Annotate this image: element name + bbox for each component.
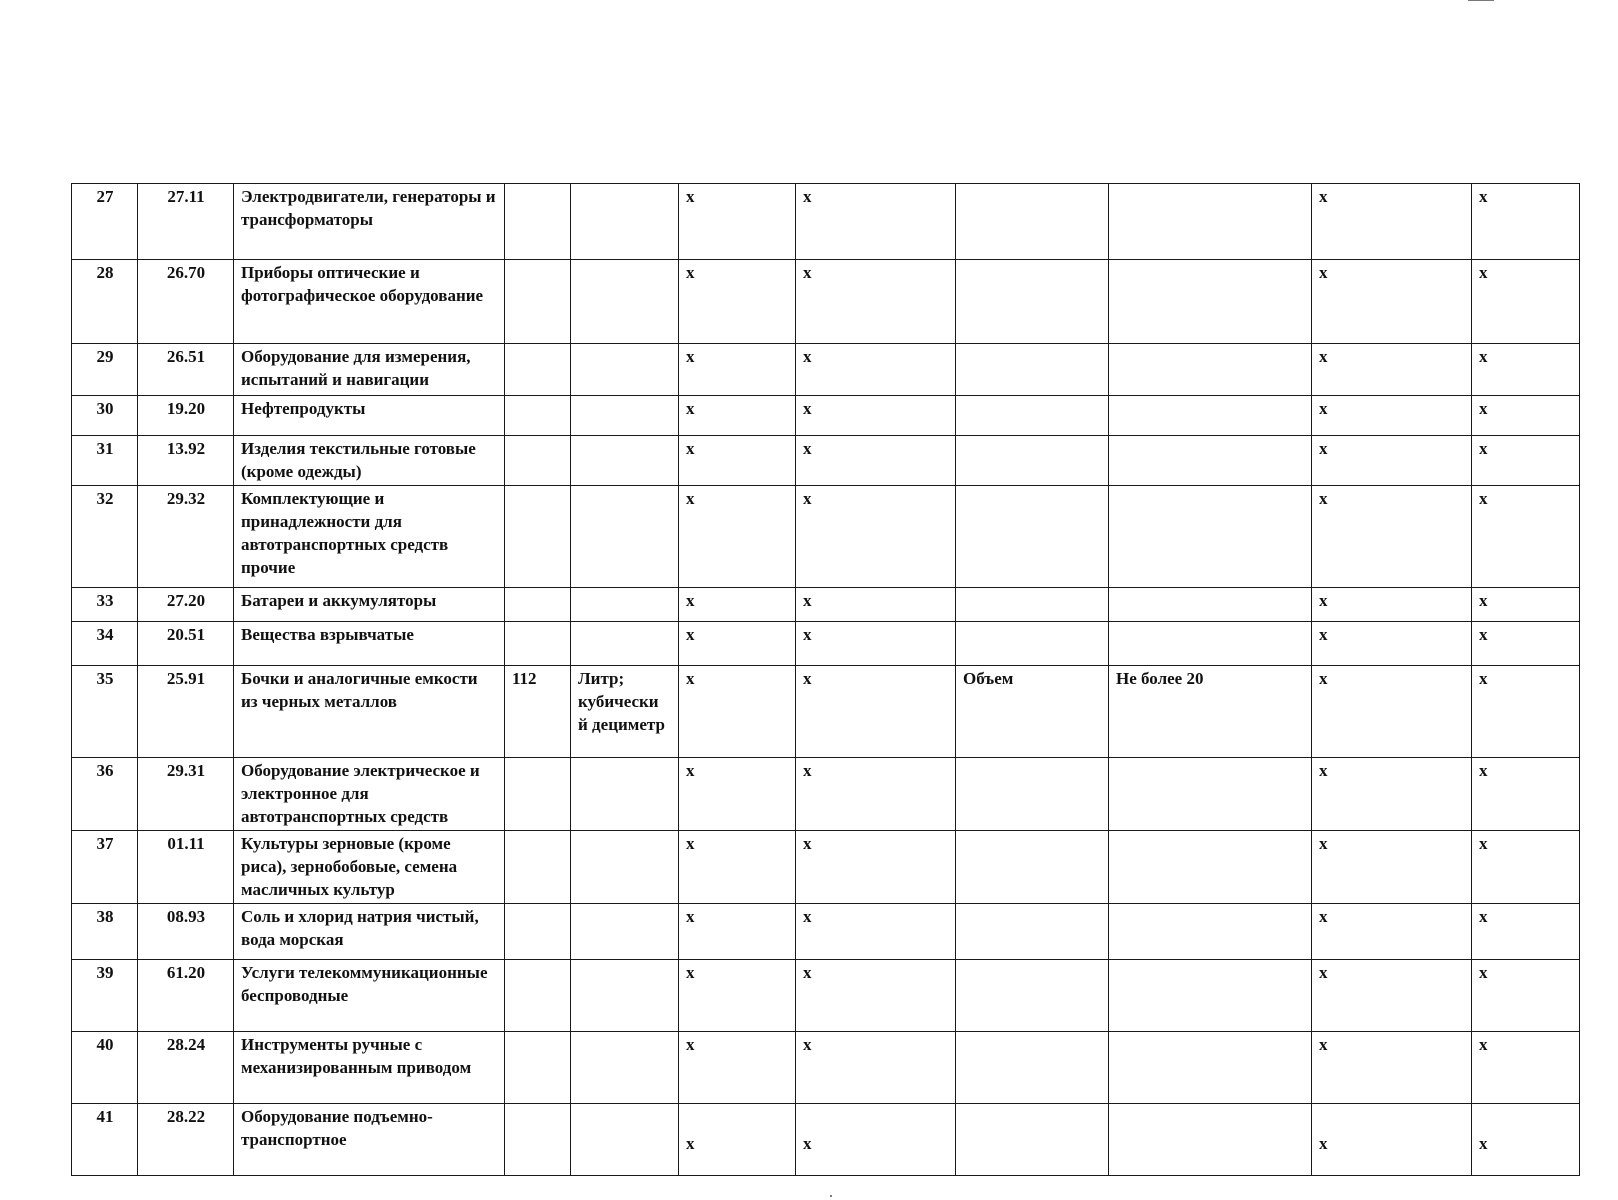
mark-cell-2: x: [796, 831, 956, 904]
characteristic-value-cell: [1109, 184, 1312, 260]
mark-cell-3: x: [1312, 344, 1472, 396]
row-number-cell: 39: [72, 960, 138, 1032]
mark-cell-1: x: [679, 1032, 796, 1104]
product-name-cell: Оборудование электрическое и электронное для автотранспортных средств: [234, 758, 505, 831]
okpd-code-cell: 27.20: [138, 588, 234, 622]
mark-cell-1: x: [679, 622, 796, 666]
characteristic-value-cell: [1109, 1032, 1312, 1104]
characteristic-value-cell: [1109, 622, 1312, 666]
mark-cell-3: x: [1312, 436, 1472, 486]
characteristic-cell: [956, 904, 1109, 960]
product-name-cell: Электродвигатели, генераторы и трансформаторы: [234, 184, 505, 260]
mark-cell-2: x: [796, 758, 956, 831]
unit-name-cell: Литр; кубически й дециметр: [571, 666, 679, 758]
mark-cell-4: x: [1472, 622, 1580, 666]
okpd-code-cell: 01.11: [138, 831, 234, 904]
characteristic-cell: [956, 588, 1109, 622]
mark-cell-4: x: [1472, 436, 1580, 486]
table-row: [72, 184, 1580, 260]
row-number-cell: 33: [72, 588, 138, 622]
characteristic-cell: [956, 758, 1109, 831]
table-row: [72, 666, 1580, 758]
unit-name-cell: [571, 436, 679, 486]
unit-code-cell: [505, 486, 571, 588]
okpd-code-cell: 27.11: [138, 184, 234, 260]
unit-name-cell: [571, 1032, 679, 1104]
mark-cell-3: x: [1312, 486, 1472, 588]
unit-name-cell: [571, 588, 679, 622]
characteristic-value-cell: [1109, 344, 1312, 396]
mark-cell-1: x: [679, 260, 796, 344]
okpd-code-cell: 25.91: [138, 666, 234, 758]
characteristic-cell: [956, 831, 1109, 904]
characteristic-value-cell: [1109, 486, 1312, 588]
characteristic-value-cell: Не более 20: [1109, 666, 1312, 758]
unit-name-cell: [571, 486, 679, 588]
unit-code-cell: [505, 260, 571, 344]
mark-cell-2: x: [796, 904, 956, 960]
mark-cell-4: x: [1472, 960, 1580, 1032]
mark-cell-3: x: [1312, 588, 1472, 622]
mark-cell-4: x: [1472, 666, 1580, 758]
unit-name-cell: [571, 184, 679, 260]
okpd-code-cell: 26.51: [138, 344, 234, 396]
mark-cell-4: x: [1472, 1032, 1580, 1104]
mark-cell-4: x: [1472, 758, 1580, 831]
mark-cell-3: x: [1312, 1104, 1472, 1176]
row-number-cell: 41: [72, 1104, 138, 1176]
table-body: [72, 184, 1580, 1176]
row-number-cell: 28: [72, 260, 138, 344]
table-row: [72, 1104, 1580, 1176]
row-number-cell: 32: [72, 486, 138, 588]
mark-cell-1: x: [679, 1104, 796, 1176]
mark-cell-1: x: [679, 960, 796, 1032]
mark-cell-3: x: [1312, 184, 1472, 260]
product-name-cell: Культуры зерновые (кроме риса), зернобобовые, семена масличных культур: [234, 831, 505, 904]
mark-cell-1: x: [679, 904, 796, 960]
mark-cell-4: x: [1472, 1104, 1580, 1176]
mark-cell-3: x: [1312, 260, 1472, 344]
table-row: [72, 486, 1580, 588]
table-row: [72, 960, 1580, 1032]
table-row: [72, 396, 1580, 436]
product-name-cell: Вещества взрывчатые: [234, 622, 505, 666]
product-name-cell: Оборудование для измерения, испытаний и навигации: [234, 344, 505, 396]
product-name-cell: Соль и хлорид натрия чистый, вода морская: [234, 904, 505, 960]
unit-name-cell: [571, 396, 679, 436]
product-name-cell: Услуги телекоммуникационные беспроводные: [234, 960, 505, 1032]
mark-cell-4: x: [1472, 344, 1580, 396]
mark-cell-2: x: [796, 486, 956, 588]
okpd-code-cell: 08.93: [138, 904, 234, 960]
table-row: [72, 904, 1580, 960]
mark-cell-4: x: [1472, 184, 1580, 260]
mark-cell-4: x: [1472, 588, 1580, 622]
table-row: [72, 260, 1580, 344]
mark-cell-1: x: [679, 486, 796, 588]
unit-code-cell: [505, 396, 571, 436]
unit-code-cell: [505, 436, 571, 486]
mark-cell-4: x: [1472, 260, 1580, 344]
row-number-cell: 40: [72, 1032, 138, 1104]
product-name-cell: Бочки и аналогичные емкости из черных металлов: [234, 666, 505, 758]
row-number-cell: 35: [72, 666, 138, 758]
row-number-cell: 37: [72, 831, 138, 904]
mark-cell-1: x: [679, 436, 796, 486]
product-name-cell: Нефтепродукты: [234, 396, 505, 436]
characteristic-value-cell: [1109, 436, 1312, 486]
table-row: [72, 344, 1580, 396]
product-name-cell: Инструменты ручные с механизированным приводом: [234, 1032, 505, 1104]
characteristic-cell: [956, 1104, 1109, 1176]
characteristic-cell: [956, 184, 1109, 260]
product-name-cell: Батареи и аккумуляторы: [234, 588, 505, 622]
unit-code-cell: 112: [505, 666, 571, 758]
unit-code-cell: [505, 344, 571, 396]
mark-cell-2: x: [796, 666, 956, 758]
characteristic-cell: [956, 396, 1109, 436]
characteristic-cell: [956, 344, 1109, 396]
mark-cell-1: x: [679, 396, 796, 436]
unit-name-cell: [571, 960, 679, 1032]
unit-name-cell: [571, 758, 679, 831]
characteristic-value-cell: [1109, 396, 1312, 436]
table-row: [72, 622, 1580, 666]
okpd-code-cell: 13.92: [138, 436, 234, 486]
mark-cell-2: x: [796, 588, 956, 622]
mark-cell-3: x: [1312, 1032, 1472, 1104]
characteristic-value-cell: [1109, 1104, 1312, 1176]
unit-code-cell: [505, 184, 571, 260]
characteristic-value-cell: [1109, 904, 1312, 960]
characteristic-cell: [956, 960, 1109, 1032]
mark-cell-4: x: [1472, 904, 1580, 960]
unit-name-cell: [571, 1104, 679, 1176]
okpd-code-cell: 61.20: [138, 960, 234, 1032]
okpd-code-cell: 28.22: [138, 1104, 234, 1176]
mark-cell-1: x: [679, 666, 796, 758]
row-number-cell: 31: [72, 436, 138, 486]
row-number-cell: 34: [72, 622, 138, 666]
mark-cell-1: x: [679, 831, 796, 904]
mark-cell-3: x: [1312, 666, 1472, 758]
row-number-cell: 29: [72, 344, 138, 396]
mark-cell-4: x: [1472, 831, 1580, 904]
table-row: [72, 588, 1580, 622]
unit-code-cell: [505, 1104, 571, 1176]
okpd-code-cell: 29.32: [138, 486, 234, 588]
characteristic-value-cell: [1109, 960, 1312, 1032]
mark-cell-2: x: [796, 344, 956, 396]
row-number-cell: 38: [72, 904, 138, 960]
characteristic-value-cell: [1109, 831, 1312, 904]
mark-cell-4: x: [1472, 396, 1580, 436]
characteristic-value-cell: [1109, 260, 1312, 344]
table-row: [72, 831, 1580, 904]
unit-code-cell: [505, 1032, 571, 1104]
mark-cell-3: x: [1312, 396, 1472, 436]
okpd-code-cell: 28.24: [138, 1032, 234, 1104]
characteristic-value-cell: [1109, 758, 1312, 831]
mark-cell-1: x: [679, 184, 796, 260]
unit-code-cell: [505, 588, 571, 622]
product-name-cell: Изделия текстильные готовые (кроме одежды): [234, 436, 505, 486]
characteristic-cell: [956, 622, 1109, 666]
characteristic-value-cell: [1109, 588, 1312, 622]
table-row: [72, 436, 1580, 486]
mark-cell-2: x: [796, 1032, 956, 1104]
row-number-cell: 36: [72, 758, 138, 831]
characteristic-cell: [956, 260, 1109, 344]
table-row: [72, 1032, 1580, 1104]
unit-code-cell: [505, 960, 571, 1032]
product-name-cell: Комплектующие и принадлежности для автотранспортных средств прочие: [234, 486, 505, 588]
product-name-cell: Приборы оптические и фотографическое оборудование: [234, 260, 505, 344]
unit-name-cell: [571, 622, 679, 666]
goods-table: [71, 183, 1580, 1176]
row-number-cell: 27: [72, 184, 138, 260]
mark-cell-3: x: [1312, 622, 1472, 666]
unit-name-cell: [571, 260, 679, 344]
mark-cell-1: x: [679, 758, 796, 831]
okpd-code-cell: 26.70: [138, 260, 234, 344]
unit-code-cell: [505, 831, 571, 904]
characteristic-cell: [956, 486, 1109, 588]
product-name-cell: Оборудование подъемно-транспортное: [234, 1104, 505, 1176]
mark-cell-2: x: [796, 260, 956, 344]
mark-cell-4: x: [1472, 486, 1580, 588]
characteristic-cell: Объем: [956, 666, 1109, 758]
mark-cell-3: x: [1312, 960, 1472, 1032]
mark-cell-2: x: [796, 1104, 956, 1176]
unit-name-cell: [571, 831, 679, 904]
scan-speck: [830, 1195, 832, 1197]
mark-cell-3: x: [1312, 831, 1472, 904]
page-edge-mark: [1468, 0, 1494, 3]
mark-cell-3: x: [1312, 904, 1472, 960]
unit-name-cell: [571, 344, 679, 396]
row-number-cell: 30: [72, 396, 138, 436]
mark-cell-3: x: [1312, 758, 1472, 831]
characteristic-cell: [956, 436, 1109, 486]
unit-code-cell: [505, 904, 571, 960]
mark-cell-2: x: [796, 622, 956, 666]
table-row: [72, 758, 1580, 831]
mark-cell-2: x: [796, 396, 956, 436]
mark-cell-1: x: [679, 588, 796, 622]
okpd-code-cell: 20.51: [138, 622, 234, 666]
unit-code-cell: [505, 622, 571, 666]
mark-cell-2: x: [796, 960, 956, 1032]
unit-name-cell: [571, 904, 679, 960]
mark-cell-1: x: [679, 344, 796, 396]
unit-code-cell: [505, 758, 571, 831]
characteristic-cell: [956, 1032, 1109, 1104]
okpd-code-cell: 29.31: [138, 758, 234, 831]
okpd-code-cell: 19.20: [138, 396, 234, 436]
mark-cell-2: x: [796, 436, 956, 486]
mark-cell-2: x: [796, 184, 956, 260]
